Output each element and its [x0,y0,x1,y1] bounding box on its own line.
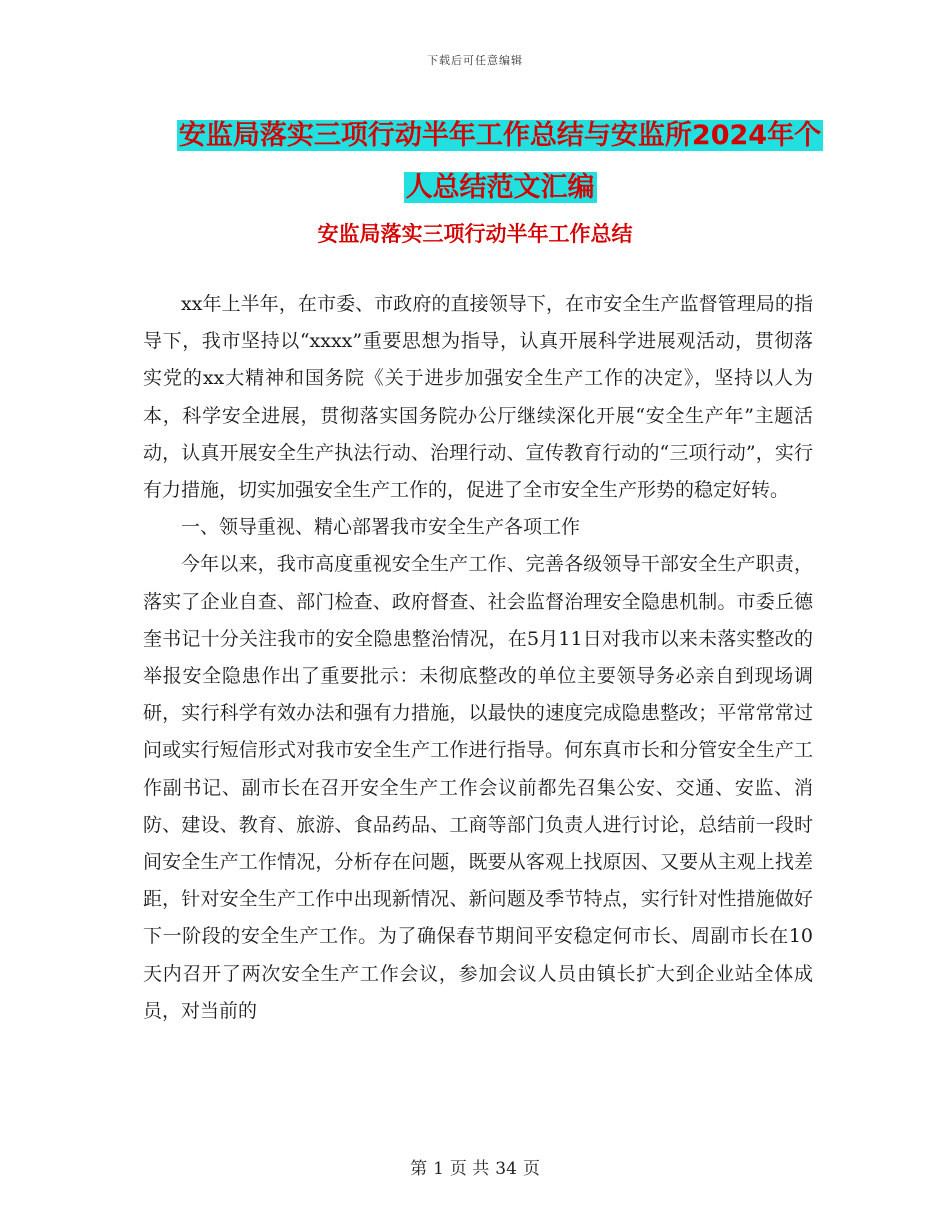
page-suffix: 页 [522,1159,540,1179]
total-pages: 34 [495,1159,517,1179]
paragraph: xx年上半年，在市委、市政府的直接领导下，在市安全生产监督管理局的指导下，我市坚持以“xxxx”重要思想为指导，认真开展科学进展观活动，贯彻落实党的xx大精神和国务院《关于进步加强安全生产工作的决定》，坚持以人为本，科学安全进展，贯彻落实国务院办公厅继续深化开展“安全生产年”主题活动，认真开展安全生产执法行动、治理行动、宣传教育行动的“三项行动”，实行有力措施，切实加强安全生产工作的，促进了全市安全生产形势的稳定好转。 [143,293,813,502]
document-title [140,110,860,214]
section-title: 安监局落实三项行动半年工作总结 [317,222,633,246]
paragraph: 今年以来，我市高度重视安全生产工作、完善各级领导干部安全生产职责，落实了企业自查、部门检查、政府督查、社会监督治理安全隐患机制。市委丘德奎书记十分关注我市的安全隐患整治情况，在5月11日对我市以来未落实整改的举报安全隐患作出了重要批示：未彻底整改的单位主要领导务必亲自到现场调研，实行科学有效办法和强有力措施，以最快的速度完成隐患整改；平常常常过问或实行短信形式对我市安全生产工作进行指导。何东真市长和分管安全生产工作副书记、副市长在召开安全生产工作会议前都先召集公安、交通、安监、消防、建设、教育、旅游、食品药品、工商等部门负责人进行讨论，总结前一段时间安全生产工作情况，分析存在问题，既要从客观上找原因、又要从主观上找差距，针对安全生产工作中出现新情况、新问题及季节特点，实行针对性措施做好下一阶段的安全生产工作。为了确保春节期间平安稳定何市长、周副市长在10天内召开了两次安全生产工作会议，参加会议人员由镇长扩大到企业站全体成员，对当前的 [143,553,813,1022]
page-middle: 页 共 [449,1159,490,1179]
page-prefix: 第 [410,1159,428,1179]
document-body [143,286,813,1030]
page-number: 1 [433,1159,444,1179]
document-title-line-2: 人总结范文汇编 [405,172,595,203]
document-title-line-1: 安监局落实三项行动半年工作总结与安监所2024年个 [178,120,822,151]
header-note: 下载后可任意编辑 [427,54,523,67]
page-footer [0,1154,950,1179]
subheading: 一、领导重视、精心部署我市安全生产各项工作 [181,516,581,539]
